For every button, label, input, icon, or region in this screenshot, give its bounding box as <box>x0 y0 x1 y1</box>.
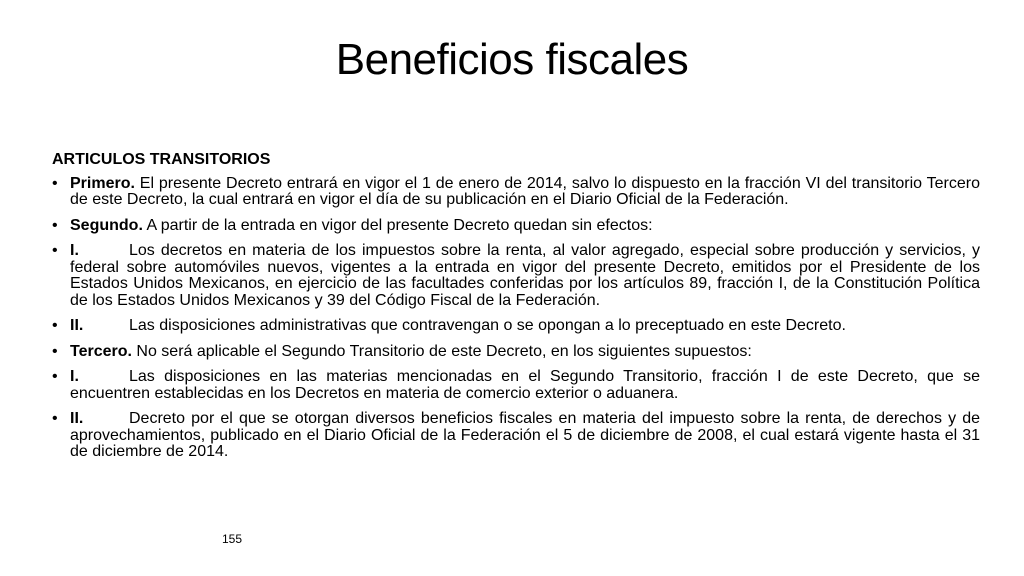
item-text: A partir de la entrada en vigor del presente Decreto quedan sin efectos: <box>142 216 653 234</box>
slide-content <box>52 152 980 470</box>
list-item-segundo-fraccion-i <box>52 243 980 309</box>
list-item-primero <box>52 176 980 209</box>
item-label: I. <box>70 368 79 385</box>
item-label: Tercero. <box>70 342 132 360</box>
item-text: Las disposiciones administrativas que contravengan o se opongan a lo preceptuado en este Decreto. <box>129 317 846 334</box>
item-text: Decreto por el que se otorgan diversos beneficios fiscales en materia del impuesto sobre la renta, de derechos y de aprovechamientos, publicado en el Diario Oficial de la Federación el 5 de diciembre de 2008, el cual estará vigente hasta el 31 de diciembre de 2014. <box>70 410 980 460</box>
section-heading: ARTICULOS TRANSITORIOS <box>52 151 271 168</box>
page-number: 155 <box>222 532 243 546</box>
item-text: Las disposiciones en las materias mencionadas en el Segundo Transitorio, fracción I de este Decreto, que se encuentren establecidas en los Decretos en materia de comercio exterior o aduanera. <box>70 368 980 402</box>
item-label: II. <box>70 410 84 427</box>
item-label: I. <box>70 242 79 259</box>
item-label: II. <box>70 317 84 334</box>
list-item-segundo <box>52 218 980 235</box>
list-item-tercero <box>52 344 980 361</box>
list-item-tercero-fraccion-i <box>52 369 980 402</box>
item-label: Segundo. <box>70 216 143 234</box>
list-item-segundo-fraccion-ii <box>52 318 980 335</box>
list-item-tercero-fraccion-ii <box>52 411 980 461</box>
transitory-articles-list <box>52 176 980 461</box>
item-text: Los decretos en materia de los impuestos sobre la renta, al valor agregado, especial sobre producción y servicios, y federal sobre automóviles nuevos, vigentes a la entrada en vigor del presente Decreto, emitidos por el Presidente de los Estados Unidos Mexicanos, en ejercicio de las facultades conferidas por los artículos 89, fracción I, de la Constitución Política de los Estados Unidos Mexicanos y 39 del Código Fiscal de la Federación. <box>70 242 980 309</box>
item-text: No será aplicable el Segundo Transitorio de este Decreto, en los siguientes supuestos: <box>131 342 752 360</box>
item-label: Primero. <box>70 174 135 192</box>
slide-title: Beneficios fiscales <box>335 35 689 84</box>
item-text: El presente Decreto entrará en vigor el 1 de enero de 2014, salvo lo dispuesto en la fracción VI del transitorio Tercero de este Decreto, la cual entrará en vigor el día de su publicación en el Diario Oficial de la Federación. <box>70 174 980 208</box>
